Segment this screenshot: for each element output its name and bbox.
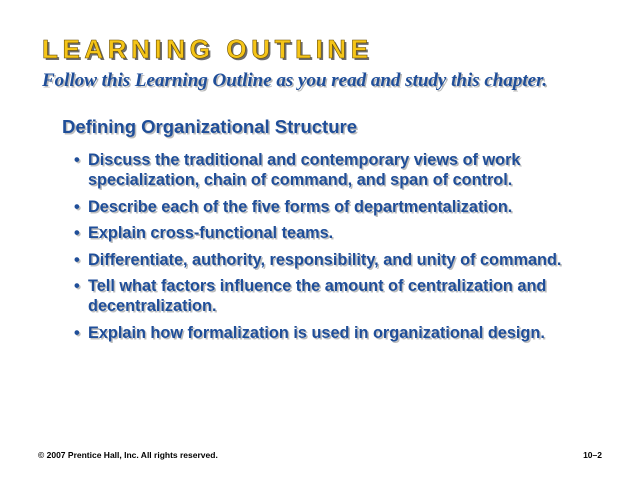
footer-page-number: 10–2 [583, 450, 602, 460]
bullet-text: Explain cross-functional teams. [88, 224, 334, 242]
bullet-text: Describe each of the five forms of departmentalization. [88, 197, 513, 216]
bullet-icon: • [74, 323, 80, 342]
bullet-icon: • [74, 250, 80, 269]
bullet-icon: • [74, 224, 80, 242]
bullet-text: Tell what factors influence the amount of centralization and decentralization. [88, 277, 547, 315]
footer-copyright: © 2007 Prentice Hall, Inc. All rights reserved. [38, 450, 218, 460]
bullet-list [74, 150, 594, 349]
bullet-icon: • [74, 197, 80, 216]
bullet-text: Differentiate, authority, responsibility, and unity of command. [88, 250, 562, 269]
list-item [74, 197, 594, 217]
bullet-text: Explain how formalization is used in organizational design. [88, 323, 545, 342]
bullet-icon: • [74, 151, 80, 169]
list-item [74, 250, 594, 270]
slide-title: LEARNING OUTLINE [42, 34, 373, 64]
list-item [74, 150, 594, 190]
slide-subtitle: Follow this Learning Outline as you read and study this chapter. [42, 70, 548, 91]
list-item [74, 276, 594, 316]
list-item [74, 323, 594, 343]
section-heading: Defining Organizational Structure [62, 116, 357, 137]
list-item [74, 223, 594, 243]
bullet-icon: • [74, 277, 80, 295]
bullet-text: Discuss the traditional and contemporary views of work specialization, chain of command, and span of control. [88, 151, 521, 189]
